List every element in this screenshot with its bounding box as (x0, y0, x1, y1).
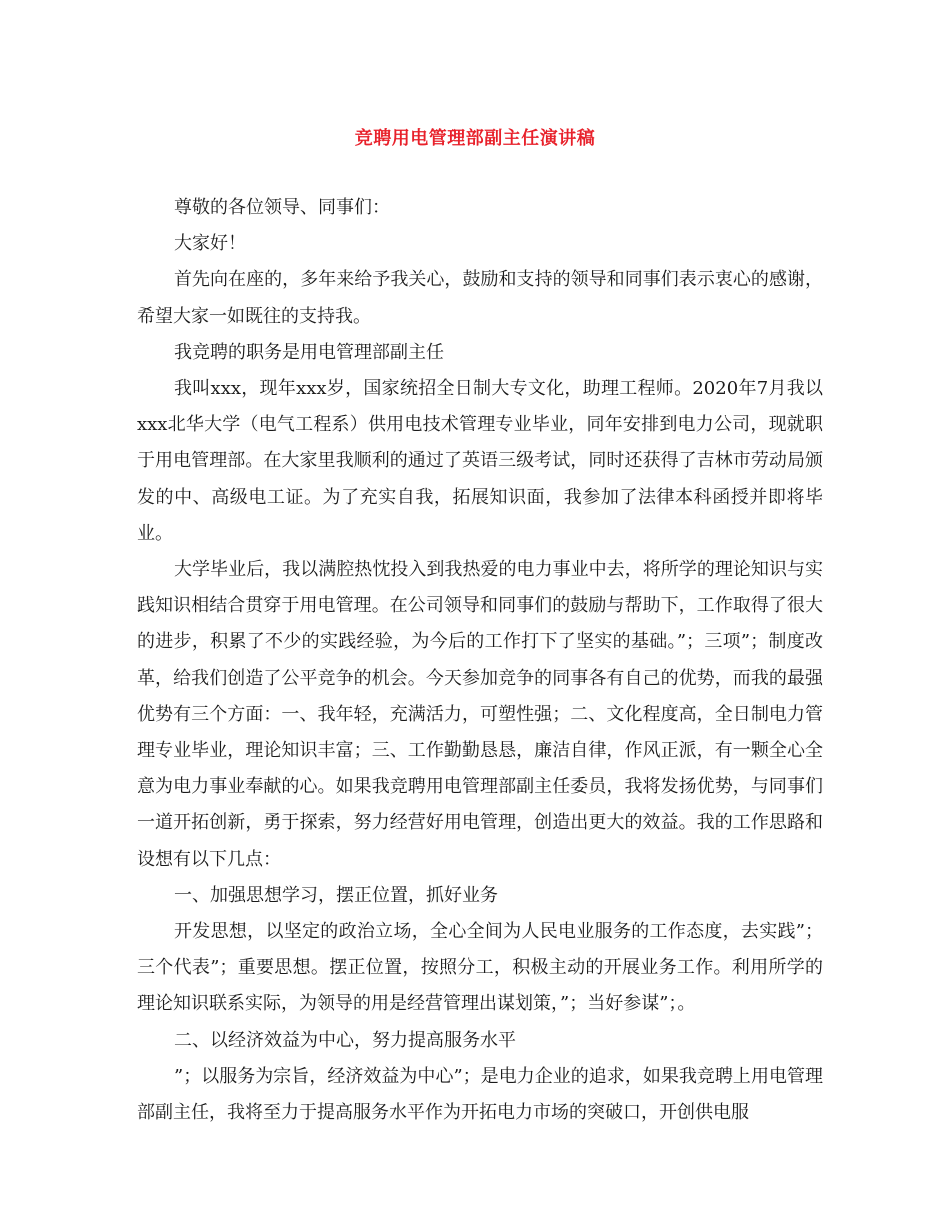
paragraph-greeting: 大家好！ (174, 233, 246, 255)
paragraph-point-two: ”；以服务为宗旨，经济效益为中心”；是电力企业的追求，如果我竞聘上用电管理部副主任，我将至力于提高服务水平作为开拓电力市场的突破口，开创供电服 (137, 1065, 823, 1124)
paragraph-salutation: 尊敬的各位领导、同事们： (174, 197, 390, 218)
paragraph-heading-one: 一、加强思想学习，摆正位置，抓好业务 (174, 884, 498, 906)
paragraph-experience: 大学毕业后，我以满腔热忱投入到我热爱的电力事业中去，将所学的理论知识与实践知识相结合贯穿于用电管理。在公司领导和同事们的鼓励与帮助下，工作取得了很大的进步，积累了不少的实践经验，为今后的工作打下了坚实的基础。”；三项”；制度改革，给我们创造了公平竞争的机会。今天参加竞争的同事各有自己的优势，而我的最强优势有三个方面：一、我年轻，充满活力，可塑性强；二、文化程度高，全日制电力管理专业毕业，理论知识丰富；三、工作勤勤恳恳，廉洁自律，作风正派，有一颗全心全意为电力事业奉献的心。如果我竞聘用电管理部副主任委员，我将发扬优势，与同事们一道开拓创新，勇于探索，努力经营好用电管理，创造出更大的效益。我的工作思路和设想有以下几点： (137, 559, 823, 870)
document-body (137, 190, 823, 1131)
document-title: 竞聘用电管理部副主任演讲稿 (354, 128, 596, 149)
paragraph-heading-two: 二、以经济效益为中心，努力提高服务水平 (174, 1029, 516, 1051)
paragraph-thanks: 首先向在座的，多年来给予我关心，鼓励和支持的领导和同事们表示衷心的感谢，希望大家一如既往的支持我。 (137, 269, 823, 327)
paragraph-position: 我竞聘的职务是用电管理部副主任 (174, 341, 444, 363)
paragraph-point-one: 开发思想，以坚定的政治立场，全心全间为人民电业服务的工作态度，去实践”；三个代表”；重要思想。摆正位置，按照分工，积极主动的开展业务工作。利用所学的理论知识联系实际，为领导的用是经营管理出谋划策，”；当好参谋”；。 (137, 921, 823, 1015)
paragraph-self-intro: 我叫xxx，现年xxx岁，国家统招全日制大专文化，助理工程师。2020年7月我以xxx北华大学（电气工程系）供用电技术管理专业毕业，同年安排到电力公司，现就职于用电管理部。在大家里我顺利的通过了英语三级考试，同时还获得了吉林市劳动局颁发的中、高级电工证。为了充实自我，拓展知识面，我参加了法律本科函授并即将毕业。 (137, 378, 823, 544)
